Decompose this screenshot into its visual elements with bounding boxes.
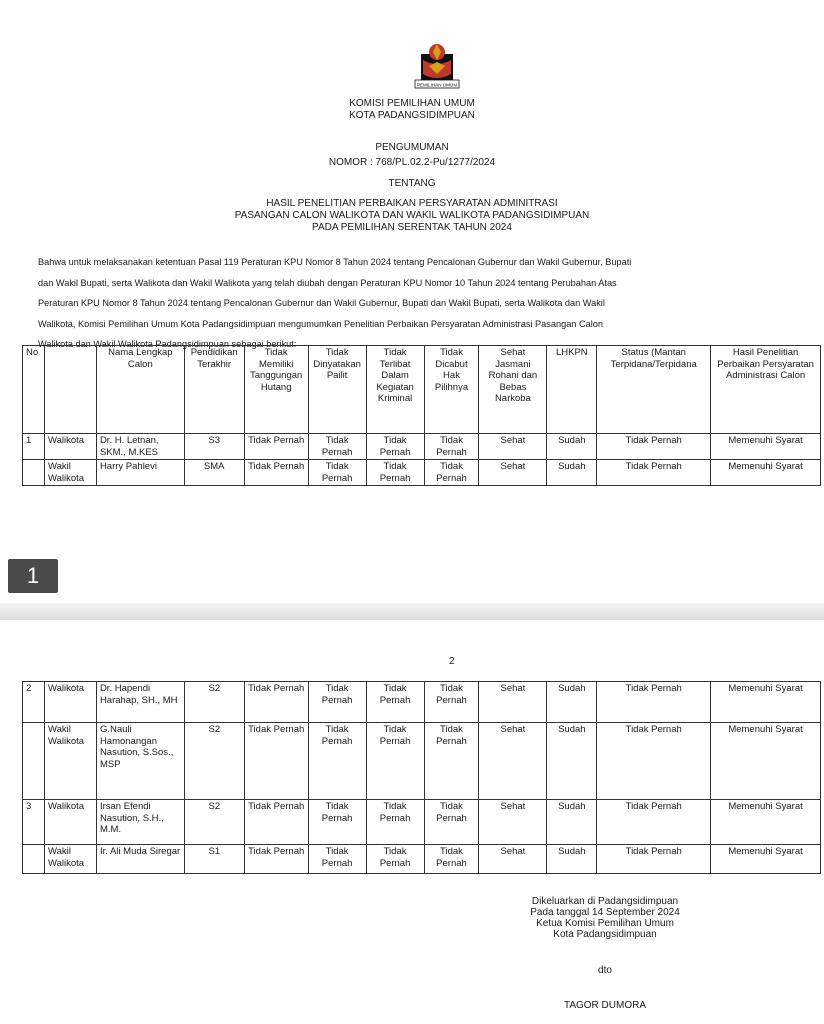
intro-line: Walikota dan Wakil Walikota Padangsidimpuan sebagai berikut: bbox=[38, 339, 297, 349]
cell-criminal: Tidak Pernah bbox=[366, 682, 424, 723]
cell-rights: Tidak Pernah bbox=[424, 845, 479, 874]
cell-role: Walikota bbox=[44, 800, 96, 845]
logo-text: PEMILIHAN UMUM bbox=[416, 82, 458, 88]
cell-rights: Tidak Pernah bbox=[424, 434, 479, 460]
cell-bankrupt: Tidak Pernah bbox=[308, 434, 366, 460]
cell-bankrupt: Tidak Pernah bbox=[308, 845, 366, 874]
cell-lhkpn: Sudah bbox=[547, 845, 597, 874]
cell-lhkpn: Sudah bbox=[547, 682, 597, 723]
cell-result: Memenuhi Syarat bbox=[711, 434, 821, 460]
table-row bbox=[23, 845, 821, 874]
cell-education: S3 bbox=[184, 434, 244, 460]
cell-debt: Tidak Pernah bbox=[244, 845, 308, 874]
kpu-logo bbox=[407, 38, 467, 90]
signer-name: TAGOR DUMORA bbox=[563, 1000, 647, 1011]
cell-debt: Tidak Pernah bbox=[244, 460, 308, 486]
cell-name: Harry Pahlevi bbox=[96, 460, 184, 486]
signer-title-1: Ketua Komisi Pemilihan Umum bbox=[536, 918, 674, 929]
subject-line-1: HASIL PENELITIAN PERBAIKAN PERSYARATAN ADMINITRASI bbox=[266, 198, 558, 209]
intro-line: Walikota, Komisi Pemilihan Umum Kota Padangsidimpuan mengumumkan Penelitian Perbaikan Persyaratan Administrasi Pasangan Calon bbox=[38, 318, 603, 329]
dto-mark: dto bbox=[598, 965, 612, 976]
header-criminal: Tidak Terlibat Dalam Kegiatan Kriminal bbox=[366, 346, 424, 434]
signature-block bbox=[500, 896, 710, 940]
cell-name: G.Nauli Hamonangan Nasution, S.Sos., MSP bbox=[96, 723, 184, 800]
issued-place: Dikeluarkan di Padangsidimpuan bbox=[531, 896, 679, 907]
cell-health: Sehat bbox=[479, 800, 547, 845]
cell-role: Wakil Walikota bbox=[44, 723, 96, 800]
cell-rights: Tidak Pernah bbox=[424, 723, 479, 800]
cell-name: Irsan Efendi Nasution, S.H., M.M. bbox=[96, 800, 184, 845]
cell-status: Tidak Pernah bbox=[597, 800, 711, 845]
intro-line: dan Wakil Bupati, serta Walikota dan Wakil Walikota yang telah diubah dengan Peraturan KPU Nomor 10 Tahun 2024 tentang Perubahan Atas bbox=[38, 277, 617, 288]
cell-debt: Tidak Pernah bbox=[244, 434, 308, 460]
cell-no: 3 bbox=[23, 800, 45, 845]
cell-criminal: Tidak Pernah bbox=[366, 434, 424, 460]
organization-name bbox=[0, 98, 824, 122]
header-no: No bbox=[23, 346, 45, 434]
cell-bankrupt: Tidak Pernah bbox=[308, 723, 366, 800]
subject-block bbox=[0, 198, 824, 234]
org-line-1: KOMISI PEMILIHAN UMUM bbox=[349, 98, 475, 109]
cell-education: SMA bbox=[184, 460, 244, 486]
cell-no bbox=[23, 723, 45, 800]
header-debt: Tidak Memiliki Tanggungan Hutang bbox=[244, 346, 308, 434]
page-divider-shadow bbox=[0, 603, 824, 620]
intro-line: Bahwa untuk melaksanakan ketentuan Pasal 119 Peraturan KPU Nomor 8 Tahun 2024 tentang Pencalonan Gubernur dan Wakil Gubernur, Bupati bbox=[38, 257, 632, 267]
cell-bankrupt: Tidak Pernah bbox=[308, 682, 366, 723]
cell-status: Tidak Pernah bbox=[597, 434, 711, 460]
cell-result: Memenuhi Syarat bbox=[711, 723, 821, 800]
cell-criminal: Tidak Pernah bbox=[366, 800, 424, 845]
cell-name: Dr. Hapendi Harahap, SH., MH bbox=[96, 682, 184, 723]
cell-bankrupt: Tidak Pernah bbox=[308, 460, 366, 486]
cell-debt: Tidak Pernah bbox=[244, 682, 308, 723]
cell-rights: Tidak Pernah bbox=[424, 682, 479, 723]
cell-lhkpn: Sudah bbox=[547, 434, 597, 460]
header-lhkpn: LHKPN bbox=[547, 346, 597, 434]
cell-criminal: Tidak Pernah bbox=[366, 460, 424, 486]
cell-role: Walikota bbox=[44, 434, 96, 460]
header-bankrupt: Tidak Dinyatakan Pailit bbox=[308, 346, 366, 434]
cell-education: S2 bbox=[184, 682, 244, 723]
issued-date: Pada tanggal 14 September 2024 bbox=[530, 907, 680, 918]
header-education: Pendidikan Terakhir bbox=[184, 346, 244, 434]
header-role bbox=[44, 346, 96, 434]
cell-health: Sehat bbox=[479, 460, 547, 486]
header-status: Status (Mantan Terpidana/Terpidana bbox=[597, 346, 711, 434]
announcement-title: PENGUMUMAN bbox=[375, 142, 449, 153]
header-health: Sehat Jasmani Rohani dan Bebas Narkoba bbox=[479, 346, 547, 434]
intro-paragraph bbox=[38, 252, 778, 355]
cell-result: Memenuhi Syarat bbox=[711, 682, 821, 723]
org-line-2: KOTA PADANGSIDIMPUAN bbox=[349, 110, 475, 121]
page-number: 2 bbox=[449, 656, 455, 667]
subject-line-3: PADA PEMILIHAN SERENTAK TAHUN 2024 bbox=[312, 222, 512, 233]
cell-role: Walikota bbox=[44, 682, 96, 723]
candidates-table-page-1 bbox=[22, 345, 821, 486]
table-row bbox=[23, 723, 821, 800]
cell-debt: Tidak Pernah bbox=[244, 723, 308, 800]
cell-status: Tidak Pernah bbox=[597, 845, 711, 874]
cell-lhkpn: Sudah bbox=[547, 800, 597, 845]
cell-rights: Tidak Pernah bbox=[424, 800, 479, 845]
cell-education: S1 bbox=[184, 845, 244, 874]
cell-name: Ir. Ali Muda Siregar bbox=[96, 845, 184, 874]
cell-result: Memenuhi Syarat bbox=[711, 460, 821, 486]
header-rights: Tidak Dicabut Hak Pilihnya bbox=[424, 346, 479, 434]
cell-education: S2 bbox=[184, 800, 244, 845]
cell-rights: Tidak Pernah bbox=[424, 460, 479, 486]
signer-title-2: Kota Padangsidimpuan bbox=[553, 929, 657, 940]
cell-criminal: Tidak Pernah bbox=[366, 723, 424, 800]
cell-status: Tidak Pernah bbox=[597, 460, 711, 486]
table-header-row bbox=[23, 346, 821, 434]
cell-no: 1 bbox=[23, 434, 45, 460]
announcement-number: NOMOR : 768/PL.02.2-Pu/1277/2024 bbox=[328, 157, 496, 168]
cell-no: 2 bbox=[23, 682, 45, 723]
cell-role: Wakil Walikota bbox=[44, 845, 96, 874]
cell-name: Dr. H. Letnan, SKM., M.KES bbox=[96, 434, 184, 460]
table-row bbox=[23, 800, 821, 845]
header-name: Nama Lengkap Calon bbox=[96, 346, 184, 434]
cell-lhkpn: Sudah bbox=[547, 460, 597, 486]
cell-health: Sehat bbox=[479, 723, 547, 800]
about-label: TENTANG bbox=[388, 178, 436, 189]
table-row bbox=[23, 460, 821, 486]
cell-debt: Tidak Pernah bbox=[244, 800, 308, 845]
cell-role: Wakil Walikota bbox=[44, 460, 96, 486]
table-row bbox=[23, 434, 821, 460]
header-result: Hasil Penelitian Perbaikan Persyaratan Administrasi Calon bbox=[711, 346, 821, 434]
cell-health: Sehat bbox=[479, 682, 547, 723]
cell-no bbox=[23, 845, 45, 874]
page-number-badge[interactable]: 1 bbox=[8, 559, 58, 593]
cell-criminal: Tidak Pernah bbox=[366, 845, 424, 874]
candidates-table-page-2 bbox=[22, 681, 821, 874]
cell-education: S2 bbox=[184, 723, 244, 800]
cell-status: Tidak Pernah bbox=[597, 723, 711, 800]
document-page-2 bbox=[0, 620, 824, 1024]
cell-result: Memenuhi Syarat bbox=[711, 800, 821, 845]
table-row bbox=[23, 682, 821, 723]
cell-bankrupt: Tidak Pernah bbox=[308, 800, 366, 845]
intro-line: Peraturan KPU Nomor 8 Tahun 2024 tentang Pencalonan Gubernur dan Wakil Gubernur, Bupati dan Wakil Bupati, serta Walikota dan Wakil bbox=[38, 298, 605, 308]
cell-no bbox=[23, 460, 45, 486]
cell-status: Tidak Pernah bbox=[597, 682, 711, 723]
cell-health: Sehat bbox=[479, 845, 547, 874]
cell-health: Sehat bbox=[479, 434, 547, 460]
cell-lhkpn: Sudah bbox=[547, 723, 597, 800]
subject-line-2: PASANGAN CALON WALIKOTA DAN WAKIL WALIKOTA PADANGSIDIMPUAN bbox=[234, 210, 590, 221]
cell-result: Memenuhi Syarat bbox=[711, 845, 821, 874]
